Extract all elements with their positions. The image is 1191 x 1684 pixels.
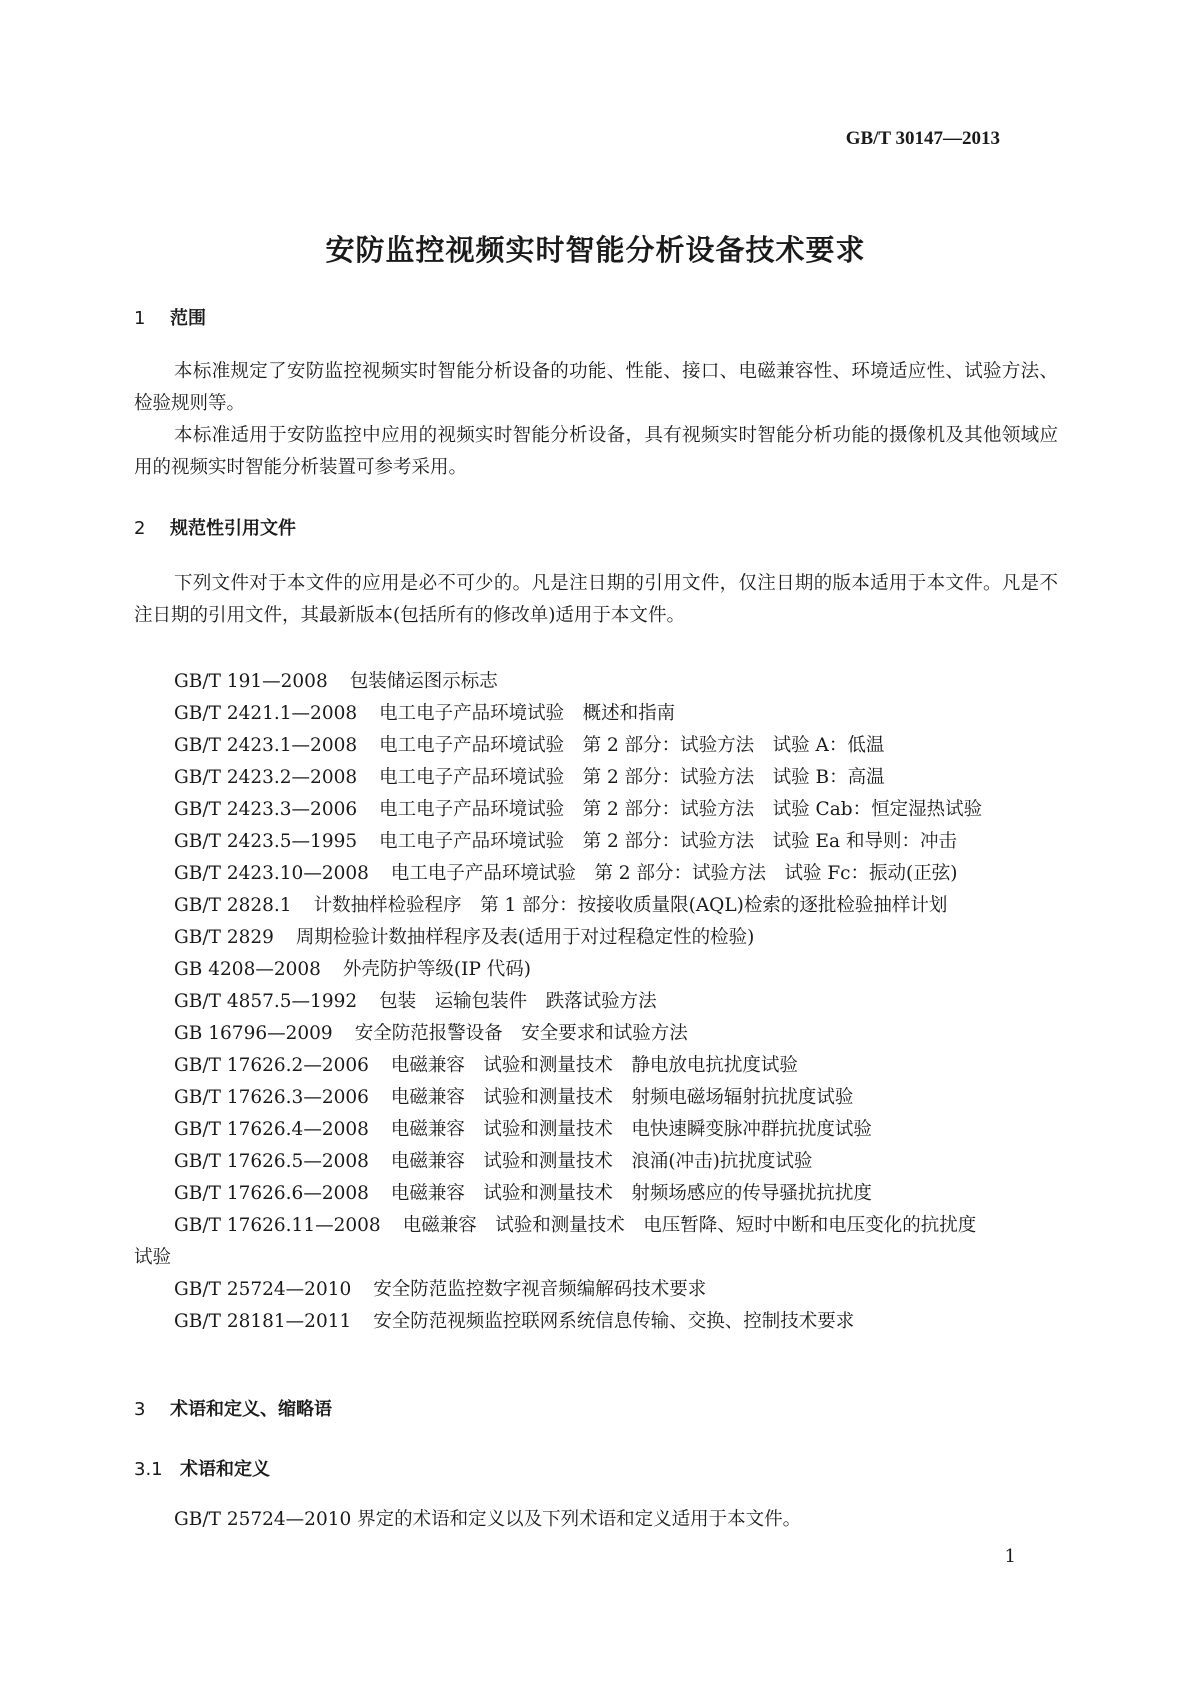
reference-title-continuation: 试验: [134, 1247, 172, 1268]
section-heading-terms: [134, 1395, 332, 1421]
reference-code: GB/T 191—2008: [174, 671, 328, 692]
standard-code: GB/T 30147—2013: [845, 128, 1000, 149]
reference-code: GB/T 2423.10—2008: [174, 863, 369, 884]
reference-code: GB/T 25724—2010: [174, 1279, 352, 1300]
reference-code: GB/T 17626.2—2006: [174, 1055, 369, 1076]
reference-item: [174, 1082, 982, 1114]
reference-code: GB/T 2828.1: [174, 895, 292, 916]
reference-item-continuation: [134, 1242, 982, 1274]
section-number: 2: [134, 518, 146, 539]
subsection-title: 术语和定义: [180, 1459, 270, 1480]
reference-item: [174, 826, 982, 858]
reference-code: GB/T 2423.3—2006: [174, 799, 358, 820]
reference-title: 计数抽样检验程序 第 1 部分：按接收质量限(AQL)检索的逐批检验抽样计划: [313, 895, 948, 916]
reference-title: 电工电子产品环境试验 第 2 部分：试验方法 试验 A：低温: [379, 735, 885, 756]
reference-item: [174, 1274, 982, 1306]
reference-title: 安全防范报警设备 安全要求和试验方法: [354, 1023, 688, 1044]
reference-title: 安全防范视频监控联网系统信息传输、交换、控制技术要求: [373, 1311, 855, 1332]
page-number: 1: [1004, 1546, 1016, 1567]
section-title: 规范性引用文件: [170, 518, 296, 539]
reference-item: [174, 890, 982, 922]
reference-item: [174, 954, 982, 986]
reference-item: [174, 922, 982, 954]
section-number: 3: [134, 1399, 146, 1420]
reference-title: 电工电子产品环境试验 概述和指南: [379, 703, 676, 724]
subsection-number: 3.1: [134, 1459, 163, 1480]
reference-code: GB/T 28181—2011: [174, 1311, 352, 1332]
reference-title: 电磁兼容 试验和测量技术 静电放电抗扰度试验: [390, 1055, 798, 1076]
reference-item: [174, 1178, 982, 1210]
section-number: 1: [134, 308, 146, 329]
reference-code: GB/T 2421.1—2008: [174, 703, 358, 724]
reference-item: [174, 794, 982, 826]
reference-title: 电磁兼容 试验和测量技术 电压暂降、短时中断和电压变化的抗扰度: [402, 1215, 977, 1236]
reference-code: GB/T 17626.6—2008: [174, 1183, 369, 1204]
reference-title: 电工电子产品环境试验 第 2 部分：试验方法 试验 Ea 和导则：冲击: [379, 831, 957, 852]
reference-code: GB/T 17626.5—2008: [174, 1151, 369, 1172]
reference-list: [134, 666, 983, 1338]
reference-title: 电磁兼容 试验和测量技术 电快速瞬变脉冲群抗扰度试验: [390, 1119, 872, 1140]
subsection-heading-terms-definitions: [134, 1455, 270, 1481]
reference-title: 包装 运输包装件 跌落试验方法: [379, 991, 657, 1012]
reference-code: GB/T 2423.5—1995: [174, 831, 358, 852]
reference-code: GB/T 2423.1—2008: [174, 735, 358, 756]
scope-paragraph-2: 本标准适用于安防监控中应用的视频实时智能分析设备，具有视频实时智能分析功能的摄像机及其他领域应用的视频实时智能分析装置可参考采用。: [134, 425, 1058, 478]
reference-item: [174, 762, 982, 794]
reference-item: [174, 698, 982, 730]
reference-item: [174, 858, 982, 890]
reference-code: GB/T 2829: [174, 927, 274, 948]
reference-code: GB 16796—2009: [174, 1023, 333, 1044]
section-heading-normative-refs: [134, 514, 296, 540]
reference-item: [174, 986, 982, 1018]
reference-title: 周期检验计数抽样程序及表(适用于对过程稳定性的检验): [295, 927, 755, 948]
reference-item: [174, 1114, 982, 1146]
normative-refs-intro: 下列文件对于本文件的应用是必不可少的。凡是注日期的引用文件，仅注日期的版本适用于本文件。凡是不注日期的引用文件，其最新版本(包括所有的修改单)适用于本文件。: [134, 573, 1058, 626]
reference-item: [174, 1050, 982, 1082]
reference-code: GB/T 17626.3—2006: [174, 1087, 369, 1108]
document-title: 安防监控视频实时智能分析设备技术要求: [325, 233, 866, 267]
reference-code: GB 4208—2008: [174, 959, 321, 980]
reference-title: 电工电子产品环境试验 第 2 部分：试验方法 试验 Cab：恒定湿热试验: [379, 799, 983, 820]
section-title: 术语和定义、缩略语: [170, 1399, 332, 1420]
section-title: 范围: [170, 308, 206, 329]
terms-intro: GB/T 25724—2010 界定的术语和定义以及下列术语和定义适用于本文件。: [174, 1509, 802, 1530]
reference-item: [174, 666, 982, 698]
reference-title: 电磁兼容 试验和测量技术 浪涌(冲击)抗扰度试验: [390, 1151, 813, 1172]
reference-code: GB/T 2423.2—2008: [174, 767, 358, 788]
reference-item: [174, 1018, 982, 1050]
reference-code: GB/T 17626.4—2008: [174, 1119, 369, 1140]
reference-title: 电磁兼容 试验和测量技术 射频场感应的传导骚扰抗扰度: [390, 1183, 872, 1204]
reference-item: [174, 1210, 982, 1242]
scope-paragraph-1: 本标准规定了安防监控视频实时智能分析设备的功能、性能、接口、电磁兼容性、环境适应性、试验方法、检验规则等。: [134, 361, 1058, 414]
section-heading-scope: [134, 304, 206, 330]
reference-title: 电工电子产品环境试验 第 2 部分：试验方法 试验 Fc：振动(正弦): [390, 863, 958, 884]
reference-code: GB/T 17626.11—2008: [174, 1215, 381, 1236]
reference-title: 包装储运图示标志: [349, 671, 498, 692]
reference-title: 电磁兼容 试验和测量技术 射频电磁场辐射抗扰度试验: [390, 1087, 854, 1108]
reference-title: 电工电子产品环境试验 第 2 部分：试验方法 试验 B：高温: [379, 767, 885, 788]
reference-item: [174, 1306, 982, 1338]
reference-code: GB/T 4857.5—1992: [174, 991, 358, 1012]
reference-item: [174, 730, 982, 762]
reference-item: [174, 1146, 982, 1178]
reference-title: 安全防范监控数字视音频编解码技术要求: [373, 1279, 707, 1300]
reference-title: 外壳防护等级(IP 代码): [342, 959, 531, 980]
